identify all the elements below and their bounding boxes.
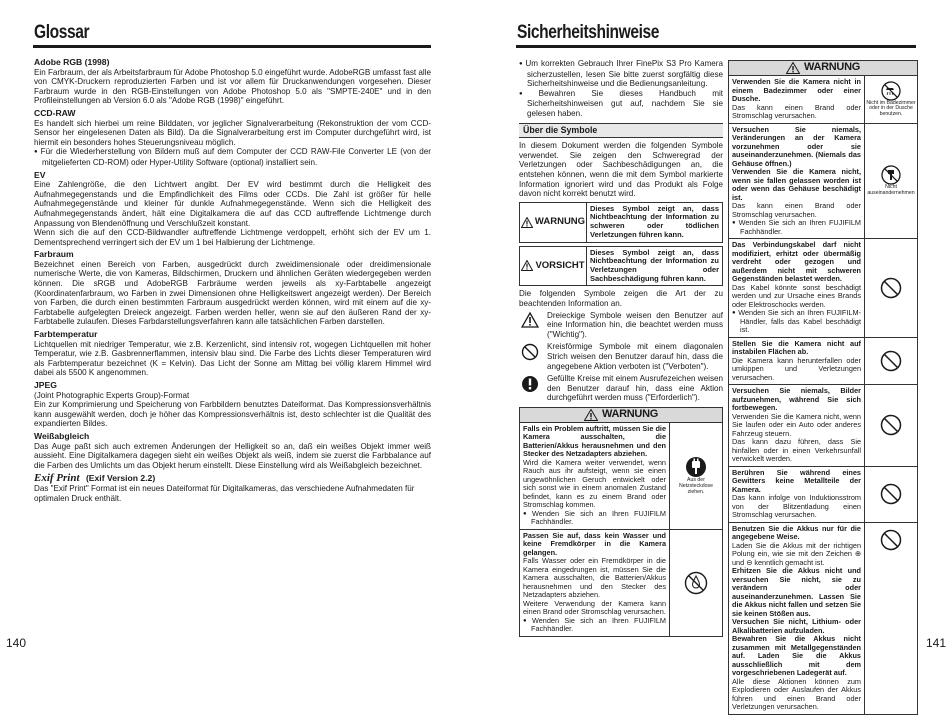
- warning-text: Verwenden Sie die Kamera nicht, wenn Sie laufen oder ein Auto oder anderes Fahrzeug steuern. Das kann dazu führen, dass Sie hinfallen oder in einen Verkehrsunfall verwickelt werden.: [732, 411, 861, 463]
- glossary-text: Es handelt sich hierbei um reine Bilddaten, vor jeglicher Signalverarbeitung (Rekonstruktion der vom CCD-Sensor her eingelesenen Daten als Bild). Da die Signalverarbeitung erst im Computer durchgeführt wird, ist hiermit ein besonders hohes Steuerungsniveau möglich.: [34, 118, 431, 147]
- page-title-sicherheitshinweise: Sicherheitshinweise: [517, 22, 660, 43]
- prohibition-icon: [880, 483, 902, 505]
- warning-section: [729, 76, 917, 124]
- glossary-text: Wenn sich die auf den CCD-Bildwandler auftreffende Lichtmenge verdoppelt, erhöht sich der EV um 1. Dementsprechend verringert sich der EV um 1 bei Halbierung der Lichtmenge.: [34, 228, 431, 247]
- warning-section: [729, 338, 917, 386]
- warning-icon-cell: [669, 423, 722, 529]
- warning-triangle-icon: [521, 217, 533, 228]
- warning-bold-text: Versuchen Sie niemals, Bilder aufzunehmen, während Sie sich fortbewegen.: [732, 386, 861, 412]
- warning-text: Wird die Kamera weiter verwendet, wenn Rauch aus ihr aufsteigt, wenn sie einen ungewöhnlichen Geruch entwickelt oder sich sonst wie in einem anomalen Zustand befindet, kann es zu einem Brand oder Stromschlag kommen.: [523, 457, 666, 510]
- signal-text: Dieses Symbol zeigt an, dass Nichtbeachtung der Information zu schweren oder tödlichen Verletzungen führen kann.: [590, 203, 719, 239]
- warning-box-middle: [519, 407, 723, 637]
- symbol-type-row: [519, 342, 723, 371]
- glossary-text: (Joint Photographic Experts Group)-Format: [34, 390, 190, 400]
- signal-text: Dieses Symbol zeigt an, dass Nichtbeachtung der Information zu Verletzungen oder Sachbeschädigung führen kann.: [590, 247, 719, 283]
- warning-icon-cell: [864, 124, 917, 239]
- warning-bold-text: Benutzen Sie die Akkus nur für die angegebene Weise.: [732, 523, 861, 541]
- warning-bullet: ● Wenden Sie sich an Ihren FUJIFILM Fachhändler.: [523, 617, 666, 634]
- signal-label-cell: [520, 247, 587, 286]
- glossary-heading: (Exif Version 2.2): [85, 473, 156, 484]
- symbol-type-text: Dreieckige Symbole weisen den Benutzer auf eine Information hin, die beachtet werden muss ("Wichtig").: [547, 310, 723, 339]
- prohibition-icon: [521, 343, 539, 361]
- warning-icon-cell: [864, 385, 917, 466]
- glossary-heading: Weißabgleich: [34, 430, 90, 441]
- unplug-icon: [685, 456, 707, 478]
- icon-caption: Nicht im Badezimmer oder in der Dusche benutzen.: [866, 99, 916, 118]
- symbols-column: [519, 59, 723, 637]
- warning-bullet: ● Wenden Sie sich an Ihren FUJIFILM Fachhändler.: [732, 219, 861, 236]
- glossary-heading: Adobe RGB (1998): [34, 57, 110, 67]
- glossary-column: [34, 58, 431, 503]
- warning-bold-text: Bewahren Sie die Akkus nicht zusammen mit Metallgegenständen auf. Laden Sie die Akkus ausschließlich mit dem vorgeschriebenen Ladegerät auf.: [732, 634, 861, 677]
- signal-warnung-row: [519, 202, 723, 243]
- warning-text: Das kann einen Brand oder Stromschlag verursachen.: [732, 201, 861, 219]
- page-title-glossar: Glossar: [34, 22, 90, 43]
- warning-bold-text: Erhitzen Sie die Akkus nicht und versuchen Sie nicht, sie zu verändern oder auseinanderzunehmen. Lassen Sie die Akkus nicht fallen und setzen Sie sie keinen Stößen aus. Versuchen Sie nicht, Lithium- oder Alkalibatterien aufzuladen.: [732, 566, 861, 635]
- right-page: [475, 0, 950, 711]
- signal-label-cell: [520, 203, 587, 242]
- warning-section: [729, 385, 917, 467]
- no-water-icon: [684, 571, 708, 595]
- warning-text: Das kann infolge von Induktionsstrom von der Blitzentladung einen Stromschlag verursachen.: [732, 493, 861, 519]
- warning-triangle-icon: [786, 62, 800, 74]
- warning-box-header: [729, 61, 917, 76]
- warning-box-header: [520, 408, 722, 423]
- warning-text: Laden Sie die Akkus mit der richtigen Polung ein, wie sie mit den Zeichen ⊕ und ⊖ kenntlich gemacht ist.: [732, 540, 861, 567]
- warning-section: [729, 467, 917, 523]
- warning-bullet: ● Wenden Sie sich an Ihren FUJIFILM Fachhändler.: [523, 510, 666, 527]
- page-number: 140: [6, 636, 27, 650]
- warning-text: Falls Wasser oder ein Fremdkörper in die Kamera eingedrungen ist, müssen Sie die Kamera ausschalten, die Batterien/Akkus herausnehmen und den Stecker des Netzadapters abziehen. Weitere Verwendung der Kamera kann einen Brand oder Stromschlag verursachen.: [523, 556, 666, 617]
- warning-section: [729, 239, 917, 338]
- warning-triangle-icon: [584, 409, 598, 421]
- glossary-heading: Farbtemperatur: [34, 329, 98, 340]
- page-number: 141: [926, 636, 947, 650]
- warning-section: [520, 530, 722, 636]
- exif-heading-row: [34, 474, 431, 484]
- warning-text: Das kann einen Brand oder Stromschlag verursachen.: [732, 102, 861, 120]
- prohibition-icon: [880, 277, 902, 299]
- glossary-text: Das Auge paßt sich auch extremen Änderungen der Helligkeit so an, daß ein weißes Objekt immer weiß aussieht. Eine Digitalkamera dagegen sieht ein weißes Objekt als weiß, indem sie zuerst die Farbbalance auf die Farben des Umlichts um das Objekt herum einstellt. Diese Einstellung wird als Weißabgleich bezeichnet.: [34, 441, 431, 470]
- left-page: [0, 0, 475, 659]
- glossary-text: Das "Exif Print" Format ist ein neues Dateiformat für Digitalkameras, das verschiedene Aufnahmedaten für optimalen Druck enthält.: [34, 483, 415, 503]
- warning-text: Alle diese Aktionen können zum Explodieren oder Auslaufen der Akkus führen und einen Brand oder Verletzungen verursachen.: [732, 676, 861, 711]
- section-heading-symbols: Über die Symbole: [519, 123, 723, 139]
- warning-icon-cell: [864, 467, 917, 522]
- title-rule: [33, 45, 431, 48]
- warnings-column: [728, 60, 918, 715]
- glossary-heading: Farbraum: [34, 249, 74, 260]
- warning-box-right: [728, 60, 918, 715]
- intro-bullet: ● Um korrekten Gebrauch Ihrer FinePix S3 Pro Kamera sicherzustellen, lesen Sie bitte zuerst sorgfältig diese Sicherheitshinweise und die Bedienungsanleitung.: [519, 59, 723, 89]
- signal-label: WARNUNG: [534, 216, 586, 228]
- glossary-text: Ein zur Komprimierung und Speicherung von Farbbildern benutztes Dateiformat. Das Kompressionsverhältnis kann ausgewählt werden, doch je höher das Kompressionsverhältnis ist, desto schlechter ist die Qualität des expandierten Bildes.: [34, 400, 431, 429]
- warning-box-title: WARNUNG: [602, 408, 658, 421]
- title-rule: [516, 45, 916, 48]
- intro-bullet: ● Bewahren Sie dieses Handbuch mit Sicherheitshinweisen gut auf, nachdem Sie sie gelesen haben.: [519, 89, 723, 119]
- exclamation-circle-icon: [521, 375, 539, 393]
- signal-vorsicht-row: [519, 246, 723, 287]
- glossary-heading: CCD-RAW: [34, 107, 76, 118]
- warning-bold-text: Versuchen Sie niemals, Veränderungen an der Kamera vorzunehmen oder sie auseinanderzunehmen. (Niemals das Gehäuse öffnen.) Verwenden Sie die Kamera nicht, wenn sie fallen gelassen worden ist oder wenn das Gehäuse beschädigt ist.: [732, 124, 861, 202]
- exif-print-logo: Exif Print: [34, 472, 80, 485]
- prohibition-icon: [880, 350, 902, 372]
- icon-caption: Aus der Netzsteckdose ziehen.: [678, 477, 714, 495]
- no-disassembly-icon: [881, 165, 901, 185]
- glossary-text: Eine Zahlengröße, die den Lichtwert angibt. Der EV wird bestimmt durch die Helligkeit des Aufnahmegegenstands und die Empfindlichkeit des Films oder CCDs. Die Zahl ist größer für helle Aufnahmegegenstände und kleiner für dunkle Aufnahmegegenstände. Wenn sich die Helligkeit des Aufnahmegegenstands ändert, hält eine Digitalkamera die auf das CCD auftreffende Lichtmenge durch Anpassung von Blendenöffnung und Verschlußzeit konstant.: [34, 180, 431, 228]
- warning-icon-cell: [864, 523, 917, 714]
- prohibition-icon: [880, 414, 902, 436]
- warning-box-title: WARNUNG: [804, 61, 860, 74]
- warning-icon-cell: [864, 76, 917, 123]
- warning-section: [729, 124, 917, 240]
- symbol-type-row: [519, 311, 723, 340]
- triangle-icon: [521, 312, 539, 328]
- glossary-text: Ein Farbraum, der als Arbeitsfarbraum für Adobe Photoshop 5.0 eingeführt wurde. AdobeRGB umfasst fast alle von CMYK-Druckern reproduzierten Farben und ist vor allem für Druckanwendungen vorgesehen. Dieser Farbraum wurde in den RGB-Einstellungen von Adobe Photoshop 5.0 als "SMPTE-240E" und in den Profileinstellungen ab Version 6.0 als "Adobe RGB (1998)" eingeführt.: [34, 67, 431, 106]
- warning-bold-text: Berühren Sie während eines Gewitters keine Metallteile der Kamera.: [732, 467, 861, 494]
- glossary-text: Bezeichnet einen Bereich von Farben, ausgedrückt durch zweidimensionale oder dreidimensionale numerische Werte, die von Kameras, Bildschirmen, Druckern und ähnlichen Geräten wiedergegeben werden können. Die sRGB und AdobeRGB Farbräume werden jeweils als xy-Farbtabelle angezeigt (Koordinatenfarbraum, wo Farben in zwei Dimensionen ohne Helligkeitswert angezeigt werden). Der Bereich von Farben, die durch einen bestimmten Farbraum ausgedrückt werden können, wird mit einem auf die xy-Farbtabelle aufgelegten Dreieck angezeigt. Farben werden heller, wenn sie auf den äußeren Rand der xy-Farbtabelle zulaufen. Dieses Farbdarstellungsverfahren kann alle tatsächlichen Farben darstellen.: [34, 259, 431, 327]
- symbol-type-text: Gefüllte Kreise mit einem Ausrufezeichen weisen den Benutzer darauf hin, dass eine Aktion durchgeführt werden muss ("Erforderlich").: [547, 374, 723, 403]
- warning-triangle-icon: [521, 260, 533, 271]
- prohibition-icon: [880, 529, 902, 551]
- warning-bold-text: Falls ein Problem auftritt, müssen Sie die Kamera ausschalten, die Batterien/Akkus herausnehmen und den Stecker des Netzadapters abziehen.: [523, 423, 666, 459]
- warning-icon-cell: [669, 530, 722, 636]
- warning-bold-text: Stellen Sie die Kamera nicht auf instabilen Flächen ab.: [732, 338, 861, 356]
- icon-caption: Nicht auseinandernehmen: [867, 184, 915, 196]
- glossary-text: Lichtquellen mit niedriger Temperatur, wie z.B. Kerzenlicht, sind intensiv rot, wogegen Lichtquellen mit hoher Temperatur, wie z.B. Gasbrennerflammen, intensiv blau sind. Die Farbe des Lichts dieser Temperaturen wird als Farbtemperatur bezeichnet (K = Kelvin). Das Licht der Sonne am Mittag bei völlig klarem Himmel wird dabei als 5500 K angenommen.: [34, 339, 431, 378]
- warning-bullet: ● Wenden Sie sich an Ihren FUJIFILM-Händler, falls das Kabel beschädigt ist.: [732, 309, 861, 335]
- glossary-bullet: ● Für die Wiederherstellung von Bildern muß auf dem Computer der CCD RAW-File Converter LE (von der mitgelieferten CD-ROM) oder Hyper-Utility Software (optional) installiert sein.: [34, 147, 431, 167]
- symbol-types-intro: Die folgenden Symbole zeigen die Art der zu beachtenden Information an.: [519, 289, 723, 308]
- glossary-heading: JPEG: [34, 380, 57, 390]
- warning-section: [520, 423, 722, 530]
- glossary-heading: EV: [34, 169, 46, 180]
- symbols-intro: In diesem Dokument werden die folgenden Symbole verwendet. Sie zeigen den Schweregrad der Verletzungen oder Sachbeschädigungen an, die entstehen können, wenn die mit dem Symbol markierte Information ignoriert wird und das Produkt als Folge davon nicht korrekt benutzt wird.: [519, 141, 723, 199]
- symbol-type-text: Kreisförmige Symbole mit einem diagonalen Strich weisen den Benutzer darauf hin, dass die angegebene Aktion verboten ist ("Verboten").: [547, 342, 723, 371]
- warning-text: Das Kabel könnte sonst beschädigt werden und zur Ursache eines Brands oder Elektroschocks werden.: [732, 282, 861, 309]
- warning-icon-cell: [864, 338, 917, 385]
- warning-bold-text: Passen Sie auf, dass kein Wasser und keine Fremdkörper in die Kamera gelangen.: [523, 530, 666, 557]
- warning-bold-text: Verwenden Sie die Kamera nicht in einem Badezimmer oder einer Dusche.: [732, 77, 861, 103]
- signal-label: VORSICHT: [535, 260, 585, 272]
- warning-text: Die Kamera kann herunterfallen oder umkippen und Verletzungen verursachen.: [732, 355, 861, 382]
- warning-section: [729, 523, 917, 714]
- warning-icon-cell: [864, 239, 917, 337]
- no-shower-icon: [881, 81, 901, 101]
- warning-bold-text: Das Verbindungskabel darf nicht modifiziert, erhitzt oder übermäßig verdreht oder gezogen und außerdem nicht mit schweren Gegenständen belastet werden.: [732, 240, 861, 283]
- symbol-type-row: [519, 374, 723, 403]
